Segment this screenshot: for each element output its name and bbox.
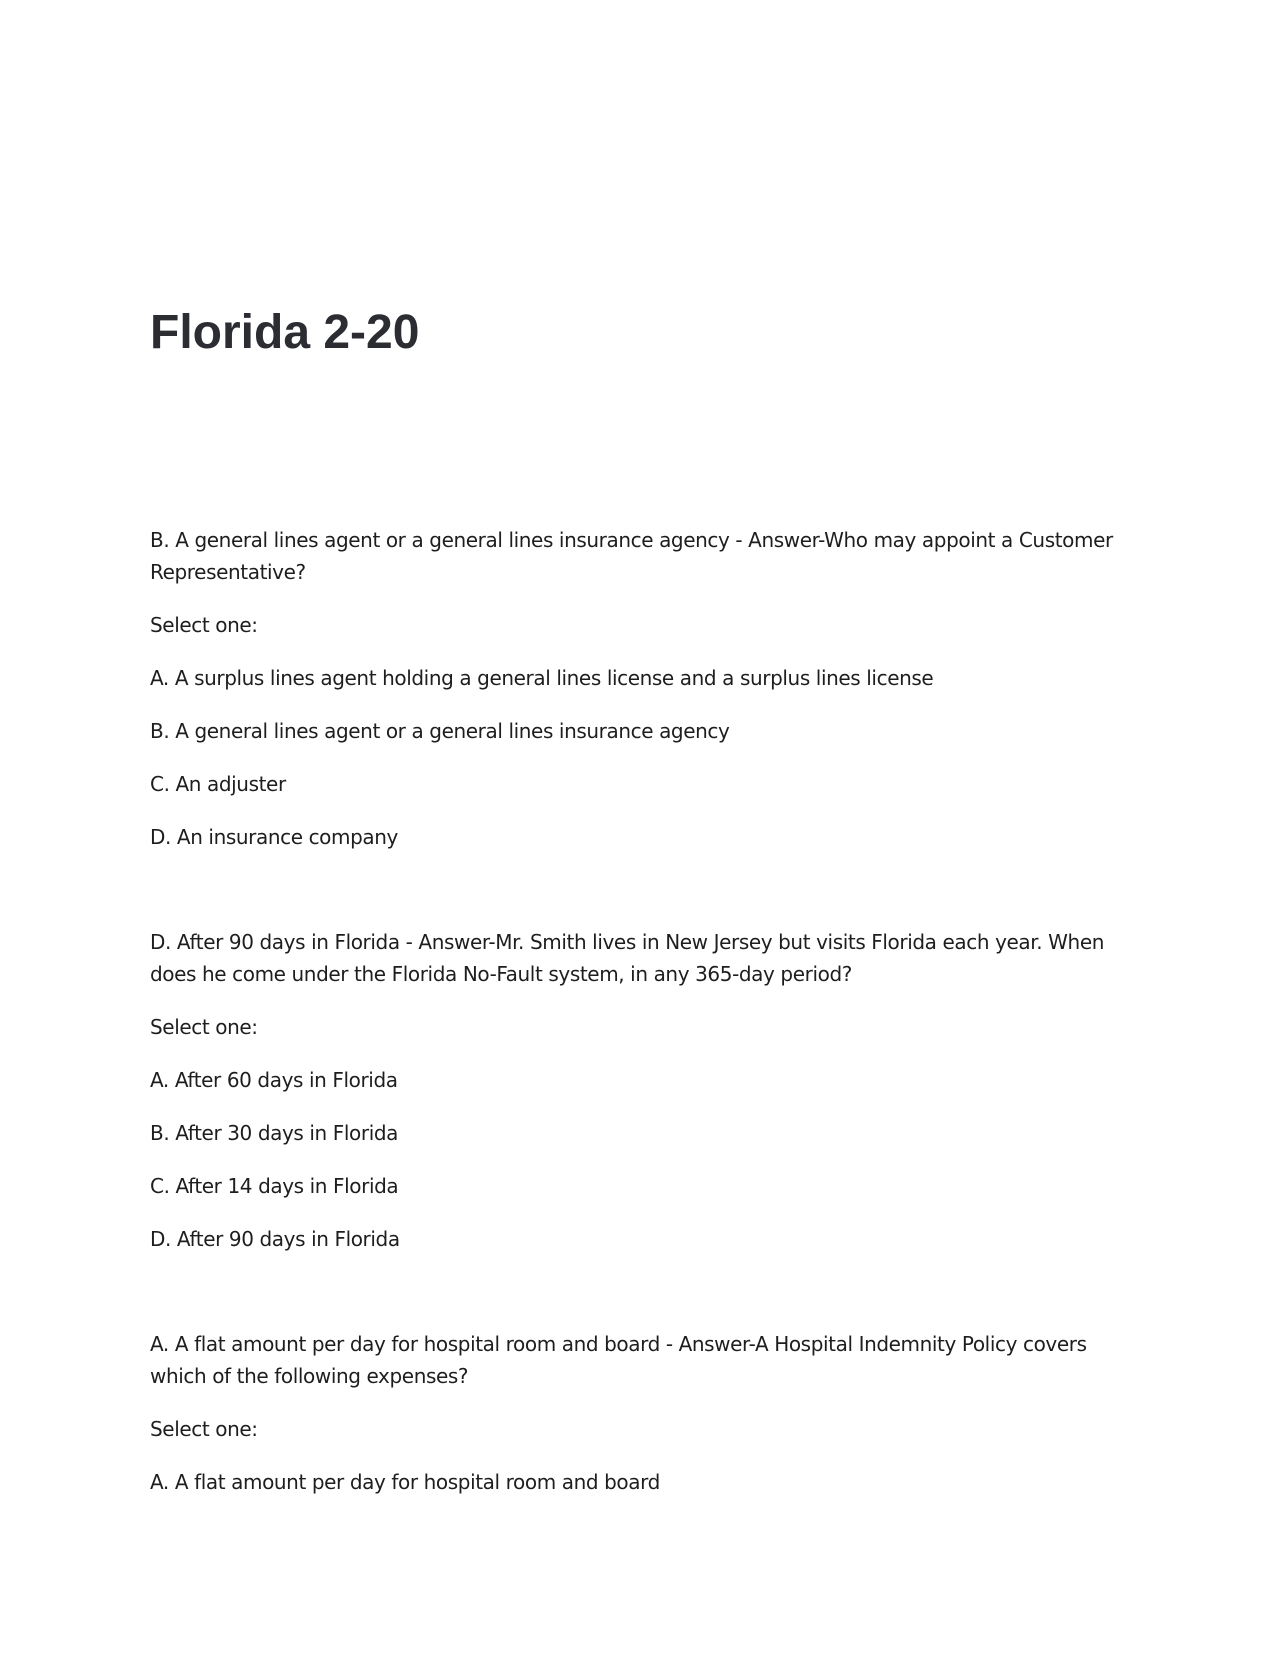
question-prompt: A. A flat amount per day for hospital room and board - Answer-A Hospital Indemnity Policy covers which of the following expenses? xyxy=(150,1332,1087,1388)
select-one-label: Select one: xyxy=(150,1015,258,1039)
answer-option: A. A flat amount per day for hospital room and board xyxy=(150,1470,660,1494)
document-title: Florida 2-20 xyxy=(150,306,420,359)
answer-option: B. After 30 days in Florida xyxy=(150,1121,399,1145)
answer-option: B. A general lines agent or a general lines insurance agency xyxy=(150,719,730,743)
question-block xyxy=(150,926,1130,1255)
question-block xyxy=(150,524,1130,853)
answer-option: C. After 14 days in Florida xyxy=(150,1174,399,1198)
select-one-label: Select one: xyxy=(150,1417,258,1441)
question-prompt: B. A general lines agent or a general lines insurance agency - Answer-Who may appoint a Customer Representative? xyxy=(150,528,1113,584)
select-one-label: Select one: xyxy=(150,613,258,637)
answer-option: D. After 90 days in Florida xyxy=(150,1227,400,1251)
question-block xyxy=(150,1328,1130,1498)
question-prompt: D. After 90 days in Florida - Answer-Mr. Smith lives in New Jersey but visits Florida each year. When does he come under the Florida No-Fault system, in any 365-day period? xyxy=(150,930,1104,986)
answer-option: A. A surplus lines agent holding a general lines license and a surplus lines license xyxy=(150,666,934,690)
answer-option: A. After 60 days in Florida xyxy=(150,1068,398,1092)
answer-option: D. An insurance company xyxy=(150,825,398,849)
document-body xyxy=(150,524,1130,1498)
answer-option: C. An adjuster xyxy=(150,772,286,796)
